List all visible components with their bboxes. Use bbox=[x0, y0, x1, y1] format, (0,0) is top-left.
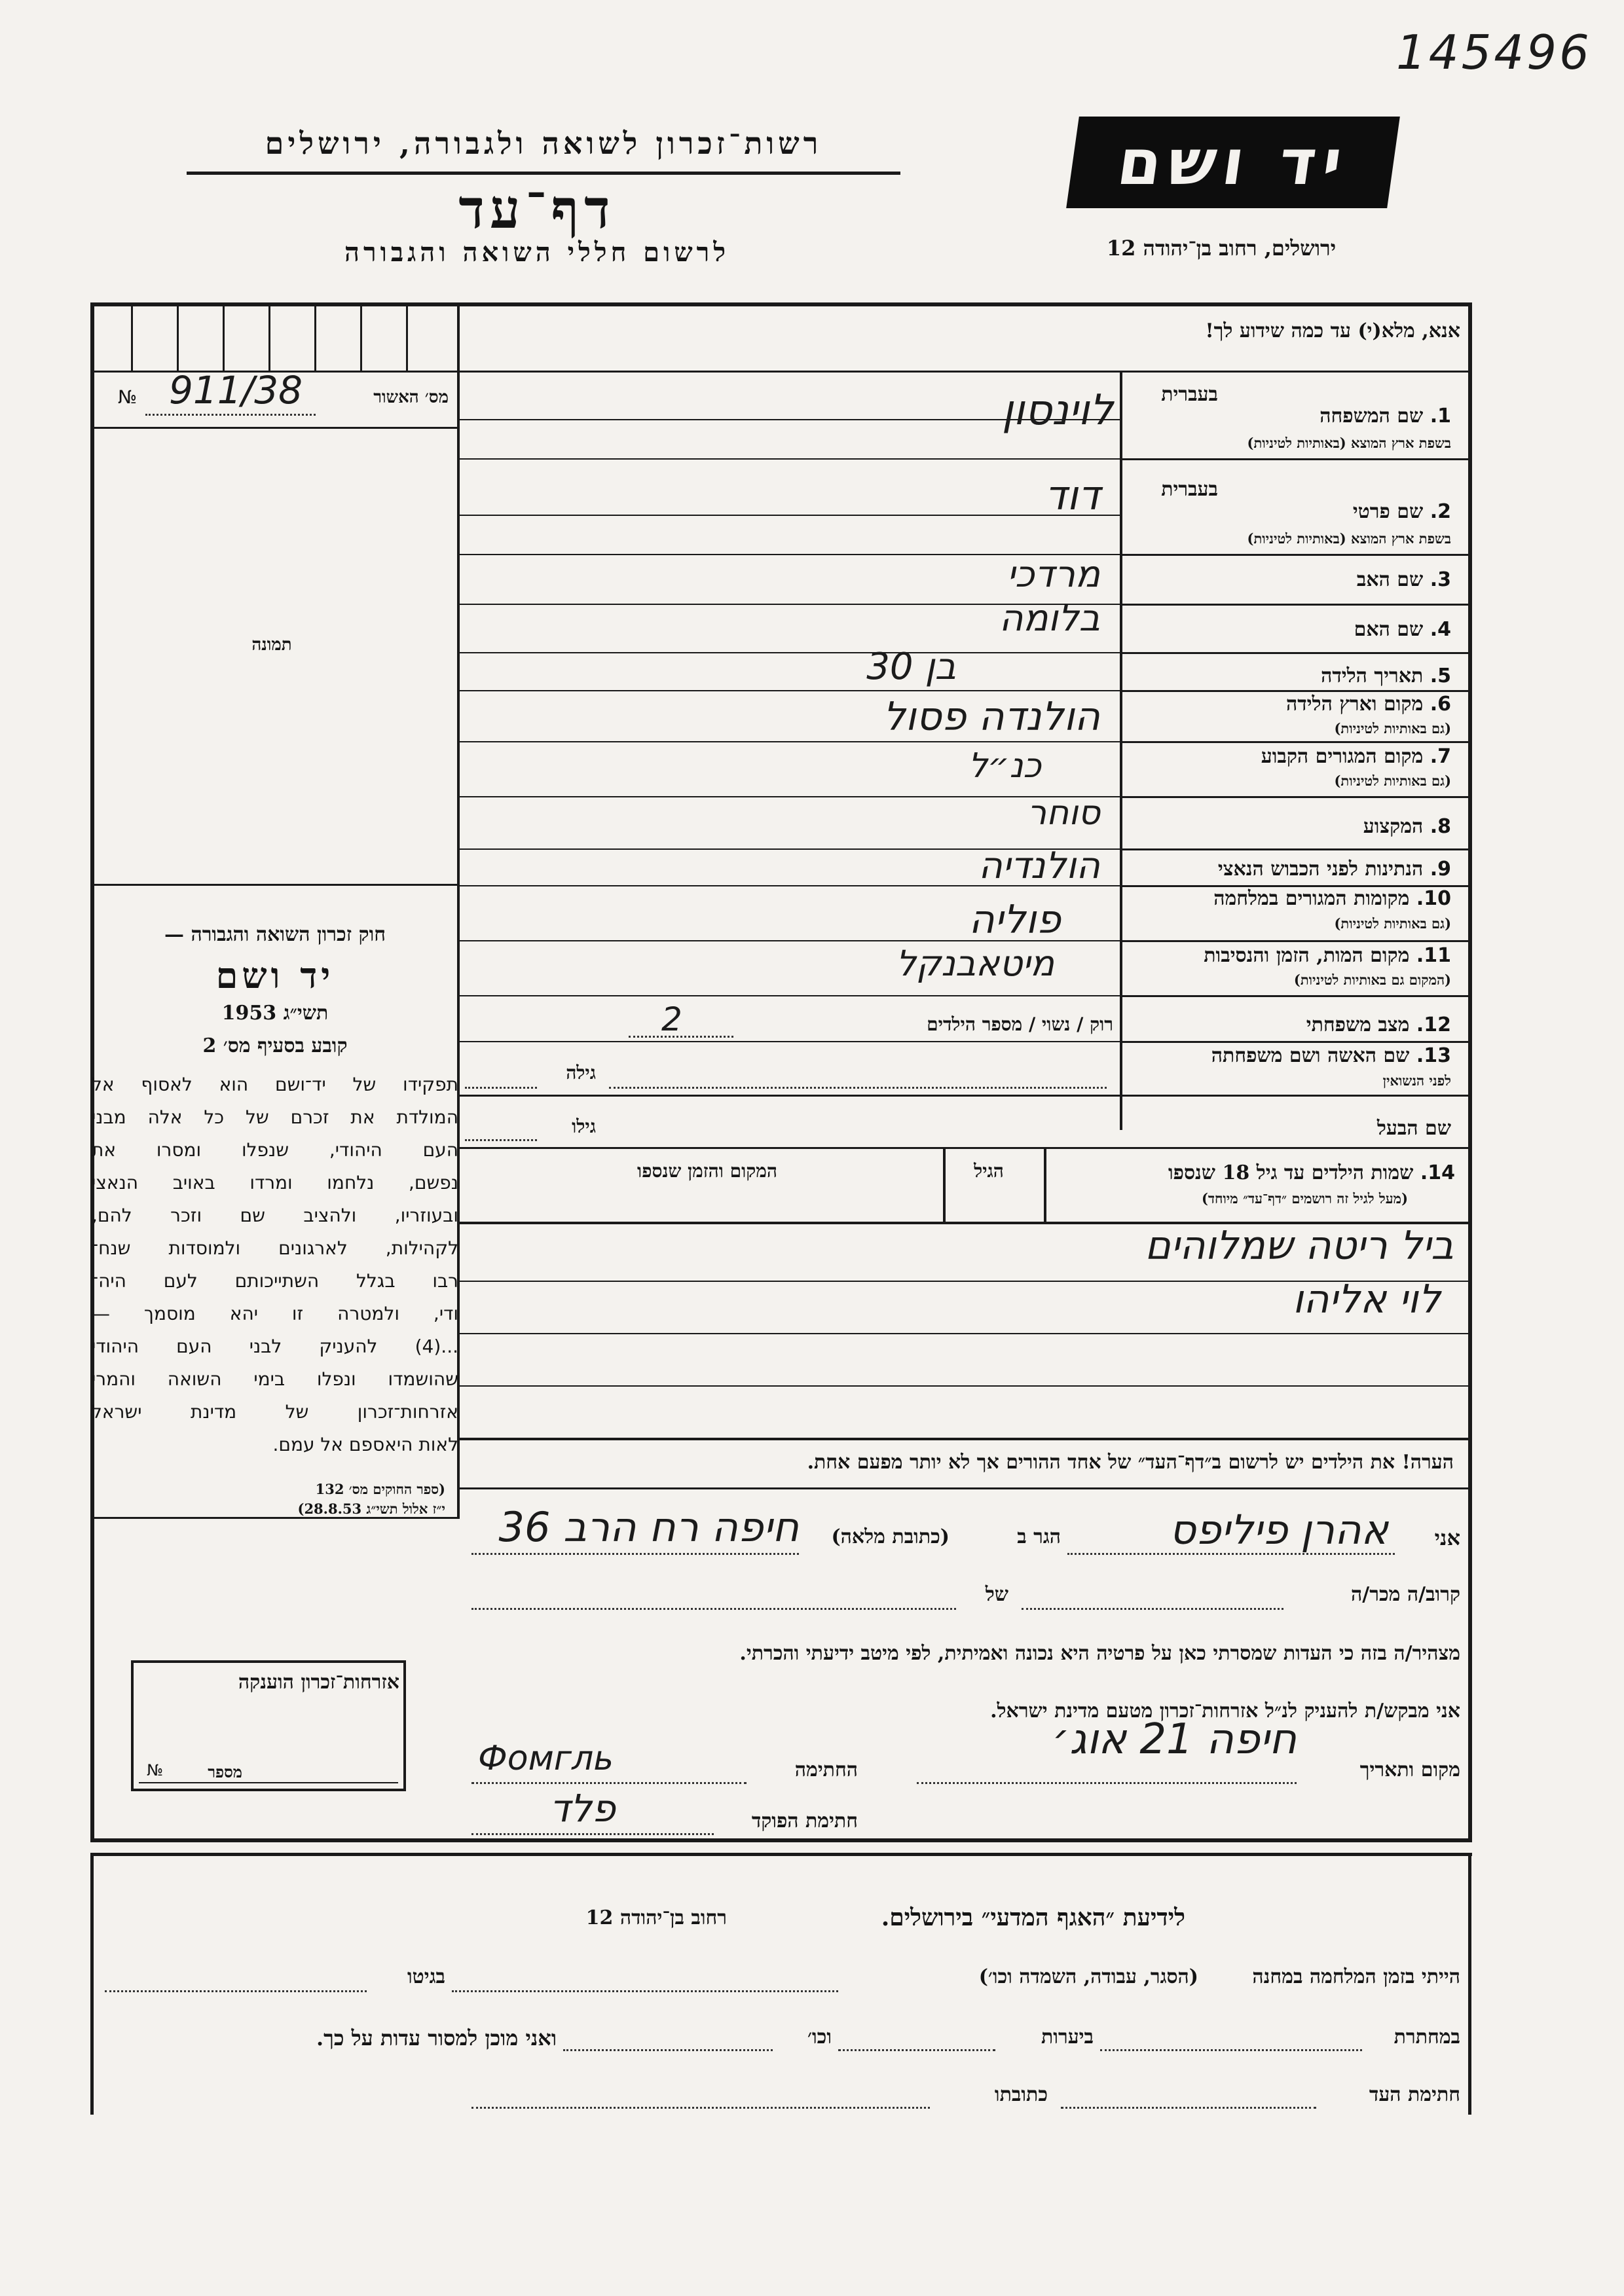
value-line bbox=[460, 690, 1120, 691]
value-citizenship: הולנדיה bbox=[978, 845, 1100, 887]
forests-line bbox=[838, 2049, 995, 2051]
field-label-family: 1. שם המשפחה bbox=[1320, 405, 1451, 428]
law-year: תשי״ג 1953 bbox=[221, 1002, 329, 1025]
request: אני מבקש/ת להעניק לנ״ל אזרחות־זכרון מטעם מדינת ישראל. bbox=[990, 1700, 1460, 1722]
value-mother: בלומה bbox=[999, 597, 1100, 640]
value-line bbox=[460, 1041, 1120, 1042]
child-name: לוי אליהו bbox=[1292, 1277, 1441, 1322]
field-label-wife: 13. שם האשה ושם משפחתה bbox=[1211, 1044, 1451, 1067]
marital-options: רוק / נשוי / מספר הילדים bbox=[927, 1013, 1113, 1035]
row-divider bbox=[460, 1095, 1468, 1097]
row-divider bbox=[1120, 554, 1468, 556]
value-death: מיטאבנקל bbox=[896, 943, 1054, 984]
law-line: תפקידו של יד־ושם הוא לאסוף אל bbox=[92, 1074, 458, 1095]
field-label-death: 11. מקום המות, הזמן והנסיבות bbox=[1204, 944, 1451, 967]
left-column-divider bbox=[457, 302, 460, 1517]
value-first-name: דוד bbox=[1044, 471, 1100, 519]
archive-number: 145496 bbox=[1396, 25, 1592, 80]
value-birthplace: הולנדה פסול bbox=[883, 694, 1100, 740]
wife-age-label: גילה bbox=[566, 1062, 596, 1084]
law-line: ובעוזריו, ולהציב שם וזכר להם, bbox=[92, 1205, 458, 1226]
field-label-first: 2. שם פרטי bbox=[1352, 500, 1451, 523]
tick bbox=[360, 306, 362, 371]
law-line: אזרחות־זכרון של מדינת ישראל bbox=[92, 1401, 458, 1423]
frame-left bbox=[90, 302, 94, 1841]
field-sub-family: בשפת ארץ המוצא (באותיות לטיניות) bbox=[1247, 435, 1451, 451]
law-line: נפשם, נלחמו ומרדו באויב הנאצי bbox=[92, 1172, 458, 1194]
field-label-profession: 8. המקצוע bbox=[1363, 815, 1451, 838]
value-line bbox=[460, 741, 1120, 742]
camp-paren: (הסגר, עבודה, השמדה וכו׳) bbox=[978, 1965, 1198, 1988]
row-divider bbox=[1120, 995, 1468, 997]
note-top-line bbox=[460, 1438, 1468, 1440]
camp-line bbox=[452, 1990, 838, 1992]
law-line: העם היהודי, שנפלו ומסרו את bbox=[92, 1139, 458, 1161]
law-heading: חוק זכרון השואה והגבורה — bbox=[164, 923, 386, 946]
children-row-line bbox=[460, 1333, 1468, 1334]
value-family-name: לוינסון bbox=[1001, 386, 1113, 435]
field-side-family: בעברית bbox=[1161, 383, 1218, 406]
frame-top bbox=[90, 302, 1472, 306]
law-source-2: י״ז אלול תשי״ג 28.8.53) bbox=[297, 1501, 445, 1517]
row-divider bbox=[1120, 848, 1468, 850]
header-address: ירושלים, רחוב בן־יהודה 12 bbox=[1106, 236, 1337, 261]
row-divider bbox=[1120, 796, 1468, 798]
children-row-line bbox=[460, 1385, 1468, 1387]
children-count: 2 bbox=[661, 1000, 682, 1038]
children-col-divider bbox=[943, 1147, 946, 1224]
tick bbox=[131, 306, 133, 371]
field-sub-death: (המקום גם באותיות לטיניות) bbox=[1293, 972, 1451, 988]
tick bbox=[177, 306, 179, 371]
field-label-father: 3. שם האב bbox=[1356, 568, 1451, 591]
law-source-1: (ספר החוקים מס׳ 132 bbox=[315, 1481, 445, 1497]
frame-right bbox=[1468, 302, 1472, 1841]
note-bottom-line bbox=[460, 1487, 1468, 1489]
law-line: לאות היאספם אל עמם. bbox=[272, 1434, 458, 1455]
value-line bbox=[460, 995, 1120, 996]
witness-address-label: כתובתו bbox=[994, 2083, 1048, 2106]
law-clause: קובע בסעיף מס׳ 2 bbox=[202, 1034, 348, 1057]
address-line bbox=[471, 1553, 799, 1555]
field-label-birthplace: 6. מקום וארץ הלידה bbox=[1285, 693, 1451, 716]
place-date-line bbox=[917, 1782, 1297, 1784]
field-label-birthdate: 5. תאריך הלידה bbox=[1321, 665, 1451, 687]
citizenship-number-symbol: № bbox=[147, 1761, 163, 1779]
of-label: של bbox=[985, 1583, 1008, 1606]
place-date-label: מקום ותאריך bbox=[1359, 1758, 1460, 1781]
declarant-i-label: אני bbox=[1434, 1525, 1460, 1550]
children-table-title: 14. שמות הילדים עד גיל 18 שנספו bbox=[1168, 1161, 1455, 1184]
witness-signature-label: חתימת העד bbox=[1369, 2083, 1460, 2106]
witness-address-line bbox=[471, 2107, 930, 2109]
authority-title: רשות־זכרון לשואה ולגבורה, ירושלים bbox=[265, 126, 822, 161]
note: הערה! את הילדים יש לרשום ב״דף־העד״ של אחד ההורים אך לא יותר מפעם אחת. bbox=[807, 1451, 1454, 1474]
husband-age-label: גילו bbox=[572, 1116, 596, 1137]
value-residence: כנ״ל bbox=[968, 746, 1041, 786]
field-label-wartime: 10. מקומות המגורים במלחמה bbox=[1213, 887, 1451, 910]
law-line: שהושמדו ונפלו בימי השואה והמרי bbox=[92, 1368, 458, 1390]
approval-line bbox=[145, 414, 316, 416]
husband-age-line bbox=[465, 1139, 537, 1141]
row-divider bbox=[1120, 458, 1468, 460]
law-line: ...(4) להעניק לבני העם היהודי bbox=[92, 1336, 458, 1357]
form-subtitle: לרשום חללי השואה והגבורה bbox=[344, 237, 730, 268]
row-divider bbox=[1120, 741, 1468, 743]
ghetto-line bbox=[105, 1990, 367, 1992]
camp-label: הייתי בזמן המלחמה במחנה bbox=[1252, 1965, 1460, 1988]
authority-underline bbox=[187, 172, 900, 175]
instruction: אנא, מלא(י) עד כמה שידוע לך! bbox=[1205, 319, 1460, 342]
approval-label: מס׳ האשור bbox=[373, 388, 449, 407]
tick bbox=[268, 306, 270, 371]
citizenship-number-label: מספר bbox=[208, 1762, 242, 1781]
officer-value: פלד bbox=[549, 1786, 616, 1831]
values-top-line bbox=[460, 371, 1468, 373]
bottom-frame-left bbox=[90, 1853, 94, 2115]
row-divider bbox=[460, 1147, 1468, 1149]
label-column-divider bbox=[1120, 371, 1122, 1130]
bottom-frame-top bbox=[90, 1853, 1472, 1856]
row-divider bbox=[1120, 1041, 1468, 1043]
witness-signature-line bbox=[1061, 2107, 1316, 2109]
photo-box-bottom bbox=[94, 884, 457, 886]
row-divider bbox=[1120, 885, 1468, 887]
tick bbox=[406, 306, 408, 371]
photo-label: תמונה bbox=[251, 635, 292, 655]
value-birthdate: בן 30 bbox=[866, 646, 956, 688]
husband-label: שם הבעל bbox=[1376, 1117, 1451, 1140]
etc-label: וכו׳ bbox=[807, 2026, 832, 2049]
law-line: המולדת את זכרם של כל אלה מבני bbox=[92, 1106, 458, 1128]
wife-name-line bbox=[609, 1087, 1107, 1089]
signature-value: Фомгль bbox=[478, 1739, 614, 1778]
row-divider bbox=[1120, 652, 1468, 654]
underground-line bbox=[1100, 2049, 1362, 2051]
law-line: רבו בגלל השתייכותם לעם היה־ bbox=[92, 1270, 458, 1292]
relation-label: קרוב/ה מכר/ה bbox=[1351, 1583, 1460, 1606]
ghetto-label: בגיטו bbox=[407, 1965, 445, 1988]
value-wartime: פוליה bbox=[969, 897, 1061, 943]
field-label-marital: 12. מצב משפחתי bbox=[1306, 1013, 1451, 1036]
children-place-header: המקום והזמן שנספו bbox=[637, 1160, 777, 1182]
law-line: ודי, ולמטרה זו יהא מוסמך — bbox=[92, 1303, 458, 1324]
bottom-address: רחוב בן־יהודה 12 bbox=[585, 1906, 727, 1929]
children-col-divider bbox=[1044, 1147, 1046, 1224]
child-name: ביל ריטה שמלוהים bbox=[1145, 1223, 1454, 1269]
field-sub-wartime: (גם באותיות לטיניות) bbox=[1334, 915, 1451, 932]
citizenship-box-title: אזרחות־זכרון הוענקה bbox=[238, 1671, 399, 1694]
resides-label: הגר ב bbox=[1017, 1525, 1061, 1548]
field-label-residence: 7. מקום המגורים הקבוע bbox=[1261, 745, 1451, 768]
value-father: מרדכי bbox=[1006, 553, 1100, 596]
bottom-heading: לידיעת ״האגף המדעי״ בירושלים. bbox=[881, 1904, 1185, 1931]
law-name: יד ושם bbox=[215, 955, 335, 996]
tick bbox=[223, 306, 225, 371]
frame-bottom bbox=[90, 1838, 1472, 1842]
field-sub-birthplace: (גם באותיות לטיניות) bbox=[1334, 720, 1451, 737]
bottom-frame-right bbox=[1468, 1853, 1471, 2115]
of-line bbox=[471, 1608, 956, 1610]
place-date-value: חיפה 21 אוג׳ bbox=[1052, 1715, 1297, 1764]
signature-label: החתימה bbox=[794, 1758, 858, 1781]
underground-label: במחתרת bbox=[1393, 2026, 1460, 2049]
field-side-first: בעברית bbox=[1161, 478, 1218, 501]
field-sub-residence: (גם באותיות לטיניות) bbox=[1334, 773, 1451, 789]
approval-box-bottom bbox=[94, 427, 457, 429]
value-profession: סוחר bbox=[1027, 793, 1100, 833]
value-line bbox=[460, 458, 1120, 460]
relation-line bbox=[1022, 1608, 1283, 1610]
field-sub-wife: לפני הנשואין bbox=[1382, 1072, 1451, 1089]
declaration: מצהיר/ה בזה כי העדות שמסרתי כאן על פרטיה היא נכונה ואמיתית, לפי מיטב ידיעתי והכרתי. bbox=[739, 1642, 1460, 1665]
tick bbox=[314, 306, 316, 371]
yad-vashem-logo: יד ושם bbox=[1066, 117, 1400, 208]
approval-symbol: № bbox=[118, 386, 138, 408]
citizenship-number-line bbox=[139, 1782, 398, 1783]
row-divider bbox=[1120, 690, 1468, 692]
forests-label: ביערות bbox=[1041, 2026, 1094, 2049]
signature-line bbox=[471, 1782, 747, 1784]
ready-text: ואני מוכן למסור עדות על כך. bbox=[316, 2026, 557, 2050]
etc-line bbox=[563, 2049, 773, 2051]
approval-value: 911/38 bbox=[169, 368, 303, 412]
declarant-name: אהרן פיליפס bbox=[1169, 1506, 1388, 1554]
form-title: דף־עד bbox=[458, 178, 616, 241]
law-line: לקהילות, לארגונים ולמוסדות שנח־ bbox=[92, 1237, 458, 1259]
field-label-mother: 4. שם האם bbox=[1354, 618, 1451, 641]
row-divider bbox=[1120, 604, 1468, 606]
row-divider bbox=[1120, 940, 1468, 942]
children-age-header: הגיל bbox=[974, 1160, 1004, 1182]
address-label: (כתובת מלאה) bbox=[831, 1525, 950, 1548]
officer-line bbox=[471, 1833, 714, 1835]
wife-age-line bbox=[465, 1087, 537, 1089]
children-table-sub: (מעל לגיל זה רושמים ״דף־עד״ מיוחד) bbox=[1201, 1190, 1408, 1207]
declarant-address: חיפה רח הרב 36 bbox=[498, 1503, 799, 1551]
field-sub-first: בשפת ארץ המוצא (באותיות לטיניות) bbox=[1247, 530, 1451, 547]
field-label-citizenship: 9. הנתינות לפני הכבוש הנאצי bbox=[1217, 858, 1451, 881]
officer-label: חתימת הפוקד bbox=[751, 1810, 858, 1832]
